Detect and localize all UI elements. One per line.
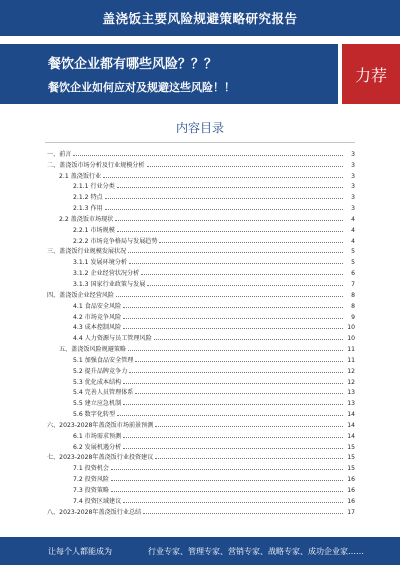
toc-entry[interactable]	[45, 234, 355, 245]
toc-leader-dots	[155, 458, 343, 459]
toc-leader-dots	[105, 209, 343, 210]
toc-entry[interactable]	[45, 461, 355, 472]
toc-entry-text: 八、2023-2028年盖浇饭行业总结	[47, 508, 142, 516]
toc-entry-page: 3	[351, 161, 355, 169]
toc-leader-dots	[117, 231, 343, 232]
toc-leader-dots	[115, 220, 343, 221]
toc-leader-dots	[135, 361, 343, 362]
toc-entry-text: 7.3 投资策略	[73, 487, 110, 494]
toc-entry[interactable]	[45, 342, 355, 353]
toc-entry-text: 4.2 市场竞争风险	[73, 313, 122, 321]
toc-entry-page: 4	[351, 226, 355, 234]
toc-leader-dots	[111, 469, 343, 470]
toc-entry[interactable]	[45, 266, 355, 277]
toc-entry-page: 17	[347, 508, 355, 516]
toc-entry-page: 5	[351, 248, 355, 256]
toc-list	[45, 147, 355, 516]
toc-entry-text: 三、盖浇饭行业规模发展状况	[47, 248, 127, 256]
toc-entry[interactable]	[45, 331, 355, 342]
toc-entry-page: 16	[347, 476, 355, 484]
toc-leader-dots	[103, 177, 343, 178]
toc-entry[interactable]	[45, 299, 355, 310]
toc-entry-text: 2.1.2 特点	[73, 194, 103, 202]
toc-heading: 内容目录	[175, 121, 224, 135]
toc-entry-page: 5	[351, 259, 355, 267]
toc-leader-dots	[105, 198, 343, 199]
toc-entry[interactable]	[45, 375, 355, 386]
toc-entry[interactable]	[45, 407, 355, 418]
toc-leader-dots	[128, 252, 343, 253]
toc-leader-dots	[123, 404, 343, 405]
toc-entry-text: 2.1.1 行业分类	[73, 183, 115, 191]
toc-entry-page: 14	[347, 432, 355, 440]
toc-entry-page: 16	[347, 487, 355, 494]
toc-entry-page: 14	[347, 411, 355, 419]
toc-leader-dots	[123, 448, 343, 449]
toc-entry[interactable]	[45, 288, 355, 299]
report-title: 盖浇饭主要风险规避策略研究报告	[102, 11, 298, 26]
toc-entry[interactable]	[45, 505, 355, 516]
toc-entry-page: 3	[351, 205, 355, 213]
toc-entry-text: 3.1.3 国家行业政策与发展	[73, 280, 146, 288]
toc-entry[interactable]	[45, 418, 355, 429]
toc-entry-page: 11	[347, 346, 355, 354]
toc-leader-dots	[128, 350, 343, 351]
toc-leader-dots	[123, 502, 343, 503]
toc-entry-text: 2.2 盖浇饭市场现状	[59, 215, 114, 223]
top-title-bar	[0, 0, 400, 36]
toc-leader-dots	[123, 383, 343, 384]
toc-entry[interactable]	[45, 472, 355, 483]
toc-entry-page: 3	[351, 194, 355, 202]
toc-entry-page: 15	[347, 443, 355, 451]
toc-entry-page: 15	[347, 454, 355, 462]
toc-entry-page: 8	[351, 302, 355, 310]
toc-entry[interactable]	[45, 364, 355, 375]
toc-entry[interactable]	[45, 440, 355, 451]
toc-entry-text: 2.1 盖浇饭行业	[59, 172, 102, 180]
toc-leader-dots	[155, 426, 343, 427]
toc-entry[interactable]	[45, 277, 355, 288]
footer-bar	[0, 537, 400, 565]
toc-leader-dots	[135, 393, 343, 394]
toc-leader-dots	[123, 318, 343, 319]
table-of-contents	[45, 142, 355, 516]
toc-entry-page: 12	[347, 367, 355, 375]
toc-entry-page: 8	[351, 291, 355, 299]
toc-entry-page: 3	[351, 183, 355, 191]
toc-entry[interactable]	[45, 483, 355, 494]
toc-entry[interactable]	[45, 245, 355, 256]
toc-entry[interactable]	[45, 147, 355, 158]
toc-entry[interactable]	[45, 212, 355, 223]
toc-entry-page: 15	[347, 465, 355, 473]
toc-leader-dots	[141, 274, 343, 275]
toc-entry-text: 7.4 投资区域建议	[73, 497, 122, 505]
toc-entry-text: 6.2 发展机遇分析	[73, 443, 122, 451]
toc-leader-dots	[154, 339, 343, 340]
toc-entry-page: 10	[347, 335, 355, 343]
toc-leader-dots	[116, 296, 343, 297]
toc-entry-text: 5.6 数字化转型	[73, 411, 116, 419]
toc-entry-page: 3	[351, 172, 355, 180]
toc-entry-text: 7.1 投资机会	[73, 465, 110, 473]
toc-entry-text: 7.2 投资风险	[73, 476, 110, 484]
toc-leader-dots	[147, 285, 343, 286]
toc-entry-text: 6.1 市场需求预测	[73, 432, 122, 440]
toc-entry-page: 12	[347, 378, 355, 386]
toc-leader-dots	[117, 187, 343, 188]
toc-leader-dots	[143, 513, 343, 514]
toc-entry[interactable]	[45, 223, 355, 234]
toc-entry-page: 11	[347, 356, 355, 364]
toc-entry[interactable]	[45, 429, 355, 440]
toc-entry-text: 2.1.3 作用	[73, 205, 103, 213]
toc-leader-dots	[117, 415, 343, 416]
toc-leader-dots	[111, 480, 343, 481]
toc-entry-text: 5.3 优化成本结构	[73, 378, 122, 386]
toc-entry-page: 10	[347, 324, 355, 332]
question-banner	[0, 44, 338, 104]
toc-entry[interactable]	[45, 310, 355, 321]
toc-entry-text: 2.2.2 市场竞争格局与发展趋势	[73, 237, 158, 245]
toc-entry-text: 3.1.2 企业经营状况分析	[73, 270, 140, 278]
toc-divider	[45, 142, 355, 143]
toc-entry[interactable]	[45, 180, 355, 191]
toc-entry-text: 5.2 提升品牌竞争力	[73, 367, 128, 375]
toc-entry-text: 3.1.1 发展环境分析	[73, 259, 128, 267]
toc-entry[interactable]	[45, 321, 355, 332]
toc-entry[interactable]	[45, 396, 355, 407]
banner-question: 餐饮企业都有哪些风险？？？	[48, 57, 218, 72]
toc-entry-page: 3	[351, 150, 355, 158]
toc-entry[interactable]	[45, 169, 355, 180]
toc-leader-dots	[123, 328, 343, 329]
toc-entry-text: 一、前言	[47, 150, 72, 158]
toc-entry-page: 13	[347, 400, 355, 408]
toc-leader-dots	[159, 242, 343, 243]
toc-entry-page: 14	[347, 421, 355, 429]
toc-entry-text: 五、盖浇饭风险规避策略	[59, 346, 127, 354]
footer-slogan: 让每个人都能成为	[48, 547, 112, 556]
toc-entry-page: 7	[351, 280, 355, 288]
toc-entry-page: 6	[351, 270, 355, 278]
banner-subtitle: 餐饮企业如何应对及规避这些风险！！	[48, 81, 235, 94]
toc-entry-text: 4.1 食品安全风险	[73, 302, 122, 310]
toc-entry-page: 4	[351, 215, 355, 223]
toc-entry-text: 六、2023-2028年盖浇饭市场前景预测	[47, 421, 154, 429]
toc-entry[interactable]	[45, 255, 355, 266]
toc-entry[interactable]	[45, 201, 355, 212]
toc-entry-text: 七、2023-2028年盖浇饭行业投资建议	[47, 454, 154, 462]
toc-entry-text: 4.4 人力资源与员工管理风险	[73, 335, 152, 343]
footer-roles: 行业专家、管理专家、营销专家、战略专家、成功企业家……	[148, 547, 364, 556]
toc-entry-text: 5.5 建立应急机制	[73, 400, 122, 408]
toc-entry-page: 16	[347, 497, 355, 505]
toc-entry-page: 13	[347, 389, 355, 397]
brand-stamp: 力荐	[342, 44, 400, 104]
toc-entry-text: 5.4 完善人员管理体系	[73, 389, 134, 397]
toc-entry-text: 4.3 成本控制风险	[73, 324, 122, 332]
toc-entry-page: 4	[351, 237, 355, 245]
toc-entry-text: 5.1 加强食品安全管理	[73, 356, 134, 364]
toc-leader-dots	[123, 307, 343, 308]
toc-leader-dots	[73, 155, 343, 156]
toc-leader-dots	[123, 437, 343, 438]
toc-entry[interactable]	[45, 353, 355, 364]
toc-entry[interactable]	[45, 158, 355, 169]
toc-entry-text: 四、盖浇饭企业经营风险	[47, 291, 115, 299]
toc-entry-text: 二、盖浇饭市场分析及行业规模分析	[47, 161, 145, 169]
toc-entry[interactable]	[45, 494, 355, 505]
toc-leader-dots	[129, 263, 343, 264]
toc-entry[interactable]	[45, 190, 355, 201]
toc-leader-dots	[129, 372, 343, 373]
toc-entry[interactable]	[45, 451, 355, 462]
toc-entry-text: 2.2.1 市场规模	[73, 226, 115, 234]
toc-entry-page: 9	[351, 313, 355, 321]
toc-leader-dots	[111, 491, 343, 492]
toc-entry[interactable]	[45, 386, 355, 397]
toc-leader-dots	[147, 166, 344, 167]
